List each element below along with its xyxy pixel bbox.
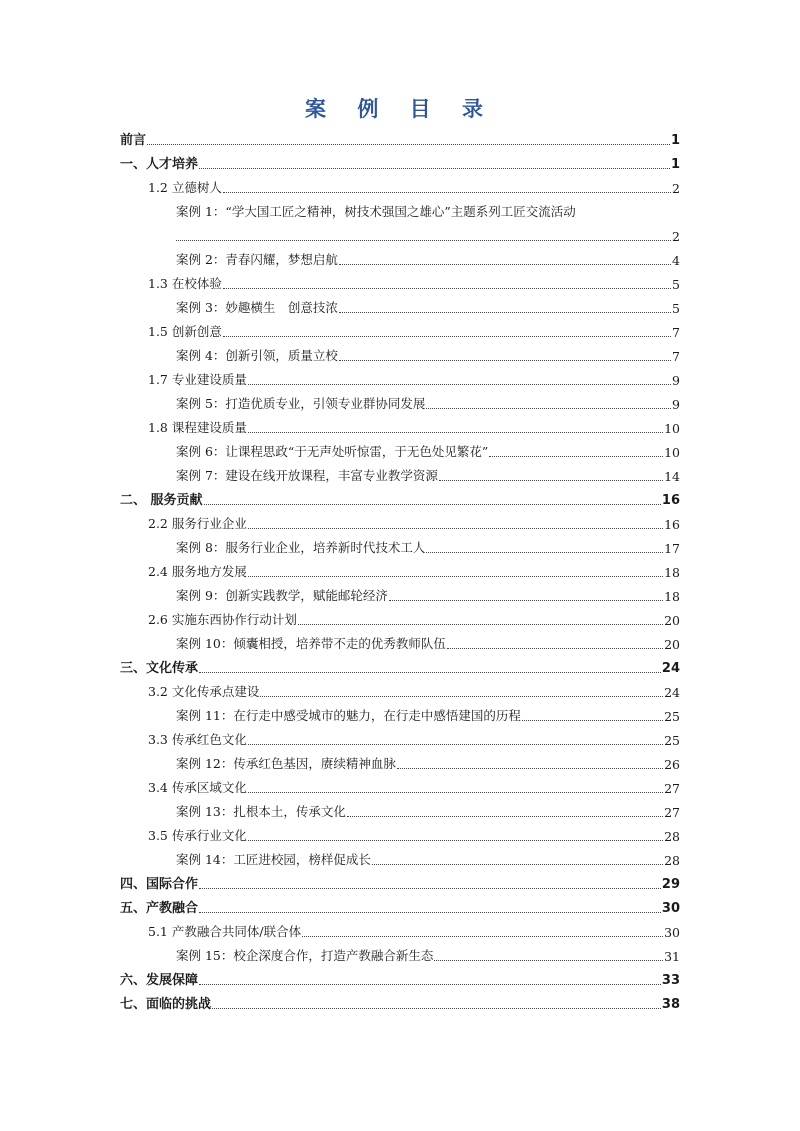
toc-entry-page: 28 xyxy=(664,853,680,868)
toc-entry-page: 5 xyxy=(672,277,680,292)
toc-entry-label: 案例 1：“学大国工匠之精神，树技术强国之雄心”主题系列工匠交流活动 xyxy=(176,204,576,219)
leader-dots xyxy=(248,432,663,433)
toc-entry[interactable] xyxy=(148,922,680,940)
toc-entry[interactable] xyxy=(148,322,680,340)
toc-entry-page: 28 xyxy=(664,829,680,844)
toc-entry-label: 七、面临的挑战 xyxy=(120,997,212,1012)
leader-dots xyxy=(248,576,663,577)
toc-entry[interactable] xyxy=(148,514,680,532)
toc-entry-label: 六、发展保障 xyxy=(120,973,199,988)
toc-entry-page: 33 xyxy=(661,973,680,988)
toc-entry-page: 18 xyxy=(664,565,680,580)
toc-entry[interactable] xyxy=(120,658,680,676)
toc-entry-page: 1 xyxy=(670,157,680,172)
toc-entry[interactable] xyxy=(176,706,680,724)
toc-entry[interactable] xyxy=(120,490,680,508)
leader-dots xyxy=(223,192,671,193)
toc-entry[interactable] xyxy=(148,610,680,628)
leader-dots xyxy=(212,1008,661,1009)
leader-dots xyxy=(199,672,661,673)
toc-entry-label: 案例 9：创新实践教学，赋能邮轮经济 xyxy=(176,588,388,603)
toc-entry-label: 2.2 服务行业企业 xyxy=(148,516,247,531)
toc-entry[interactable] xyxy=(176,442,680,460)
toc-entry-label: 2.6 实施东西协作行动计划 xyxy=(148,612,297,627)
leader-dots xyxy=(339,312,671,313)
toc-entry-label: 1.3 在校体验 xyxy=(148,276,222,291)
toc-entry-label: 案例 10：倾囊相授，培养带不走的优秀教师队伍 xyxy=(176,636,446,651)
leader-dots xyxy=(147,144,670,145)
toc-entry[interactable] xyxy=(148,370,680,388)
toc-entry[interactable] xyxy=(176,538,680,556)
toc-entry[interactable] xyxy=(176,394,680,412)
toc-entry[interactable] xyxy=(120,130,680,148)
leader-dots xyxy=(489,456,663,457)
leader-dots xyxy=(248,840,663,841)
toc-entry[interactable] xyxy=(148,730,680,748)
toc-entry-label: 3.2 文化传承点建设 xyxy=(148,684,260,699)
leader-dots xyxy=(248,792,663,793)
toc-entry-label: 2.4 服务地方发展 xyxy=(148,564,247,579)
toc-entry-page: 1 xyxy=(670,133,680,148)
toc-entry-label: 案例 8：服务行业企业，培养新时代技术工人 xyxy=(176,540,426,555)
toc-entry[interactable] xyxy=(120,874,680,892)
toc-entry[interactable] xyxy=(120,994,680,1012)
toc-entry[interactable] xyxy=(148,778,680,796)
toc-entry-label: 三、文化传承 xyxy=(120,661,199,676)
toc-entry-label: 一、人才培养 xyxy=(120,157,199,172)
toc-entry-label: 1.7 专业建设质量 xyxy=(148,372,247,387)
toc-entry-page: 24 xyxy=(661,661,680,676)
toc-entry-page: 24 xyxy=(664,685,680,700)
toc-entry[interactable] xyxy=(120,898,680,916)
toc-entry-label: 3.5 传承行业文化 xyxy=(148,828,247,843)
toc-entry[interactable] xyxy=(176,634,680,652)
toc-entry[interactable] xyxy=(120,970,680,988)
toc-entry[interactable] xyxy=(176,202,680,244)
toc-entry-page: 30 xyxy=(664,925,680,940)
toc-entry[interactable] xyxy=(176,250,680,268)
toc-entry-label: 案例 6：让课程思政“于无声处听惊雷，于无色处见繁花” xyxy=(176,444,489,459)
toc-entry-page: 14 xyxy=(664,469,680,484)
toc-entry-label: 案例 4：创新引领，质量立校 xyxy=(176,348,338,363)
toc-entry-page: 29 xyxy=(661,877,680,892)
toc-entry-page: 9 xyxy=(672,397,680,412)
toc-entry-label: 案例 11：在行走中感受城市的魅力，在行走中感悟建国的历程 xyxy=(176,708,521,723)
toc-title: 案 例 目 录 xyxy=(305,96,495,121)
toc-entry-label: 案例 14：工匠进校园，榜样促成长 xyxy=(176,852,371,867)
toc-entry[interactable] xyxy=(176,850,680,868)
leader-dots xyxy=(426,408,671,409)
toc-entry-label: 案例 13：扎根本土，传承文化 xyxy=(176,804,346,819)
toc-entry[interactable] xyxy=(176,754,680,772)
toc-entry-page: 25 xyxy=(664,733,680,748)
toc-entry[interactable] xyxy=(176,466,680,484)
leader-dots xyxy=(302,936,663,937)
leader-dots xyxy=(447,648,663,649)
leader-dots xyxy=(223,336,671,337)
toc-entry-label: 五、产教融合 xyxy=(120,901,199,916)
toc-entry-page: 4 xyxy=(672,253,680,268)
toc-entry-page: 20 xyxy=(664,613,680,628)
leader-dots xyxy=(298,624,663,625)
toc-entry-page: 25 xyxy=(664,709,680,724)
leader-dots xyxy=(223,288,671,289)
toc-entry[interactable] xyxy=(176,346,680,364)
toc-entry-label: 3.4 传承区域文化 xyxy=(148,780,247,795)
toc-entry-label: 四、国际合作 xyxy=(120,877,199,892)
leader-dots xyxy=(260,696,663,697)
toc-entry[interactable] xyxy=(148,178,680,196)
toc-entry-page: 27 xyxy=(664,781,680,796)
toc-entry-page: 2 xyxy=(672,229,680,244)
toc-entry-page: 18 xyxy=(664,589,680,604)
toc-entry[interactable] xyxy=(148,274,680,292)
leader-dots xyxy=(426,552,663,553)
leader-dots xyxy=(339,264,671,265)
toc-entry-label: 5.1 产教融合共同体/联合体 xyxy=(148,924,302,939)
toc-entry-label: 前言 xyxy=(120,133,147,148)
leader-dots xyxy=(176,240,671,241)
toc-entry-page: 7 xyxy=(672,325,680,340)
toc-entry-page: 16 xyxy=(664,517,680,532)
toc-entry-label: 案例 3：妙趣横生 创意技浓 xyxy=(176,300,338,315)
toc-entry-page: 26 xyxy=(664,757,680,772)
toc-entry-page: 9 xyxy=(672,373,680,388)
leader-dots xyxy=(199,888,661,889)
leader-dots xyxy=(397,768,663,769)
toc-entry-page: 10 xyxy=(664,421,680,436)
toc-entry-label: 案例 15：校企深度合作，打造产教融合新生态 xyxy=(176,948,434,963)
toc-entry-label: 案例 5：打造优质专业，引领专业群协同发展 xyxy=(176,396,426,411)
leader-dots xyxy=(204,504,661,505)
toc-entry-page: 7 xyxy=(672,349,680,364)
toc-entry-page: 38 xyxy=(661,997,680,1012)
leader-dots xyxy=(522,720,663,721)
leader-dots xyxy=(199,168,670,169)
toc-entry[interactable] xyxy=(148,826,680,844)
leader-dots xyxy=(389,600,663,601)
leader-dots xyxy=(248,744,663,745)
toc-entry-label: 1.8 课程建设质量 xyxy=(148,420,247,435)
toc-entry-label: 案例 2：青春闪耀，梦想启航 xyxy=(176,252,338,267)
toc-entry-page: 31 xyxy=(664,949,680,964)
leader-dots xyxy=(439,480,663,481)
toc-entry-label: 案例 7：建设在线开放课程，丰富专业教学资源 xyxy=(176,468,438,483)
toc-entry[interactable] xyxy=(176,802,680,820)
toc-entry-page: 27 xyxy=(664,805,680,820)
leader-dots xyxy=(347,816,663,817)
toc-entry-page: 2 xyxy=(672,181,680,196)
leader-dots xyxy=(248,528,663,529)
toc-entry[interactable] xyxy=(148,562,680,580)
leader-dots xyxy=(199,912,661,913)
toc-entry-page: 5 xyxy=(672,301,680,316)
toc-entry-label: 3.3 传承红色文化 xyxy=(148,732,247,747)
toc-entry[interactable] xyxy=(148,682,680,700)
leader-dots xyxy=(372,864,663,865)
leader-dots xyxy=(248,384,671,385)
leader-dots xyxy=(339,360,671,361)
toc-entry-page: 10 xyxy=(664,445,680,460)
toc-entry-label: 二、 服务贡献 xyxy=(120,493,203,508)
toc-entry[interactable] xyxy=(148,418,680,436)
toc-entry[interactable] xyxy=(176,586,680,604)
toc-entry-page: 17 xyxy=(664,541,680,556)
toc-entry[interactable] xyxy=(176,298,680,316)
toc-entry-page: 30 xyxy=(661,901,680,916)
toc-entry[interactable] xyxy=(120,154,680,172)
toc-entry-label: 1.5 创新创意 xyxy=(148,324,222,339)
toc-entry-page: 16 xyxy=(661,493,680,508)
leader-dots xyxy=(199,984,661,985)
leader-dots xyxy=(434,960,663,961)
toc-entry[interactable] xyxy=(176,946,680,964)
toc-entry-label: 案例 12：传承红色基因，赓续精神血脉 xyxy=(176,756,396,771)
toc-entry-label: 1.2 立德树人 xyxy=(148,180,222,195)
toc-entry-page: 20 xyxy=(664,637,680,652)
